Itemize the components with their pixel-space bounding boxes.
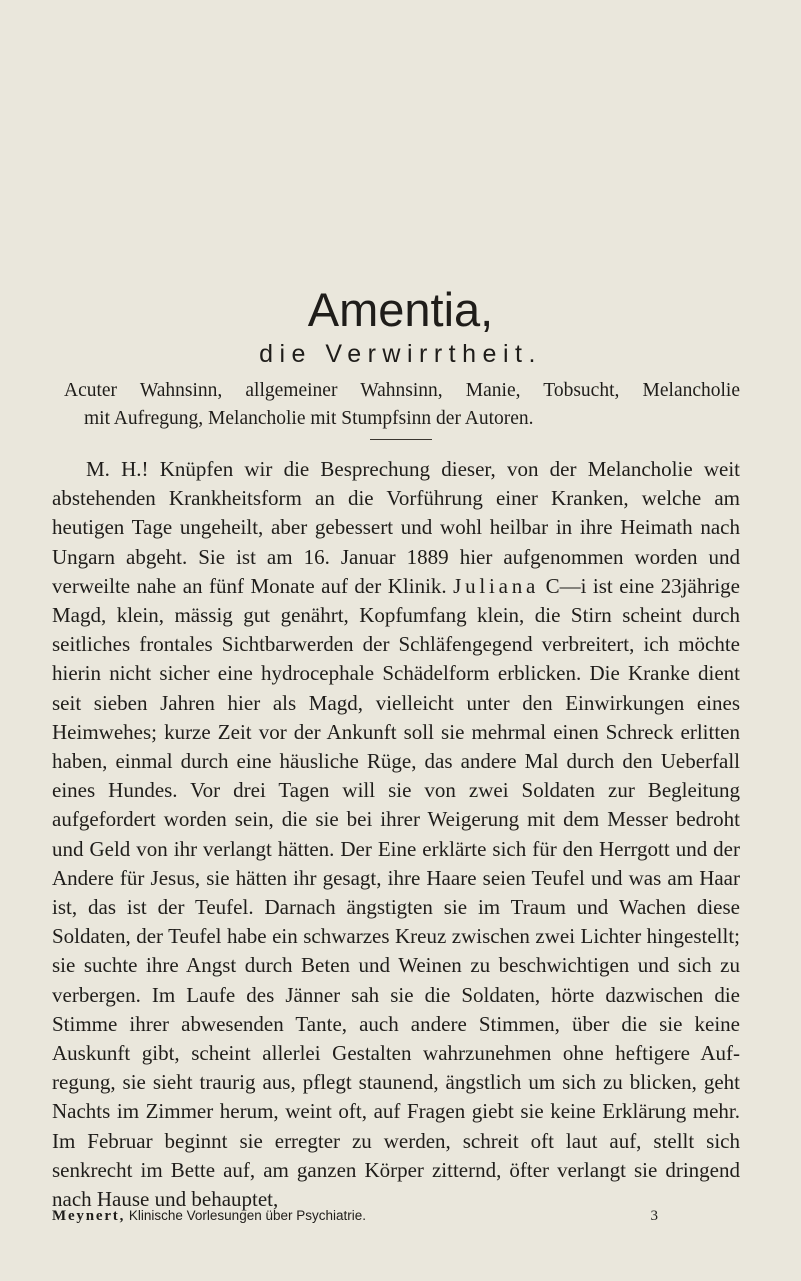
- body-rest: C—i ist eine 23jährige Magd, klein, mässig gut genährt, Kopfumfang klein, die Stirn scheint durch seitliches frontales Sichtbarwerden der Schläfengegend verbreitert, ich möchte hierin nicht sicher eine hydrocephale Schädelform erblicken. Die Kranke dient seit sieben Jahren hier als Magd, vielleicht unter den Einwirkungen eines Heimwehes; kurze Zeit vor der Ankunft soll sie mehrmal einen Schreck erlitten haben, einmal durch eine häusliche Rüge, das andere Mal durch den Ueberfall eines Hundes. Vor drei Tagen will sie von zwei Soldaten zur Begleitung aufgefordert worden sein, die sie bei ihrer Weigerung mit dem Messer bedroht und Geld von ihr verlangt hätten. Der Eine erklärte sich für den Herrgott und der Andere für Jesus, sie hätten ihr gesagt, ihre Haare seien Teufel und was am Haar ist, das ist der Teufel. Darnach ängstigten sie im Traum und Wachen diese Soldaten, der Teufel habe ein schwarzes Kreuz zwischen zwei Lichter hingestellt; sie suchte ihre Angst durch Beten und Weinen zu beschwichtigen und sich zu verbergen. Im Laufe des Jänner sah sie die Soldaten, hörte dazwischen die Stimme ihrer abwesenden Tante, auch andere Stimmen, über die sie keine Auskunft gibt, scheint allerlei Gestalten wahrzunehmen ohne heftigere Aufregung, sie sieht traurig aus, pflegt staunend, ängstlich um sich zu blicken, geht Nachts im Zimmer herum, weint oft, auf Fragen giebt sie keine Erklärung mehr. Im Februar beginnt sie erregter zu werden, schreit oft laut auf, stellt sich senkrecht im Bette auf, am ganzen Körper zitternd, öfter verlangt sie dringend nach Hause und behauptet,: [52, 573, 740, 1212]
- patient-name: Juliana: [453, 573, 540, 598]
- footer-author: Meynert,: [52, 1208, 126, 1224]
- synonyms-line-1: Acuter Wahnsinn, allgemeiner Wahnsinn, Manie, Tobsucht, Melancholie: [64, 380, 740, 401]
- chapter-title: Amentia,: [307, 283, 494, 336]
- body-paragraph: [52, 455, 740, 1214]
- page-number: 3: [650, 1208, 658, 1224]
- synonyms-line-2: mit Aufregung, Melancholie mit Stumpfsinn der Autoren.: [84, 408, 534, 429]
- footer-book-title: Klinische Vorlesungen über Psychiatrie.: [128, 1208, 367, 1223]
- page-footer: [52, 1207, 740, 1225]
- section-divider: [370, 439, 432, 440]
- synonyms-block: [64, 377, 740, 433]
- chapter-subtitle: die Verwirrtheit.: [259, 340, 542, 368]
- body-intro: M. H.! Knüpfen wir die Besprechung dieser, von der Melancholie weit abstehenden Krankheitsform an die Vorführung einer Kranken, welche am heutigen Tage ungeheilt, aber gebessert und wohl heilbar in ihre Heimath nach Ungarn abgeht. Sie ist am 16. Januar 1889 hier aufgenommen worden und verweilte nahe an fünf Monate auf der Klinik.: [52, 457, 740, 598]
